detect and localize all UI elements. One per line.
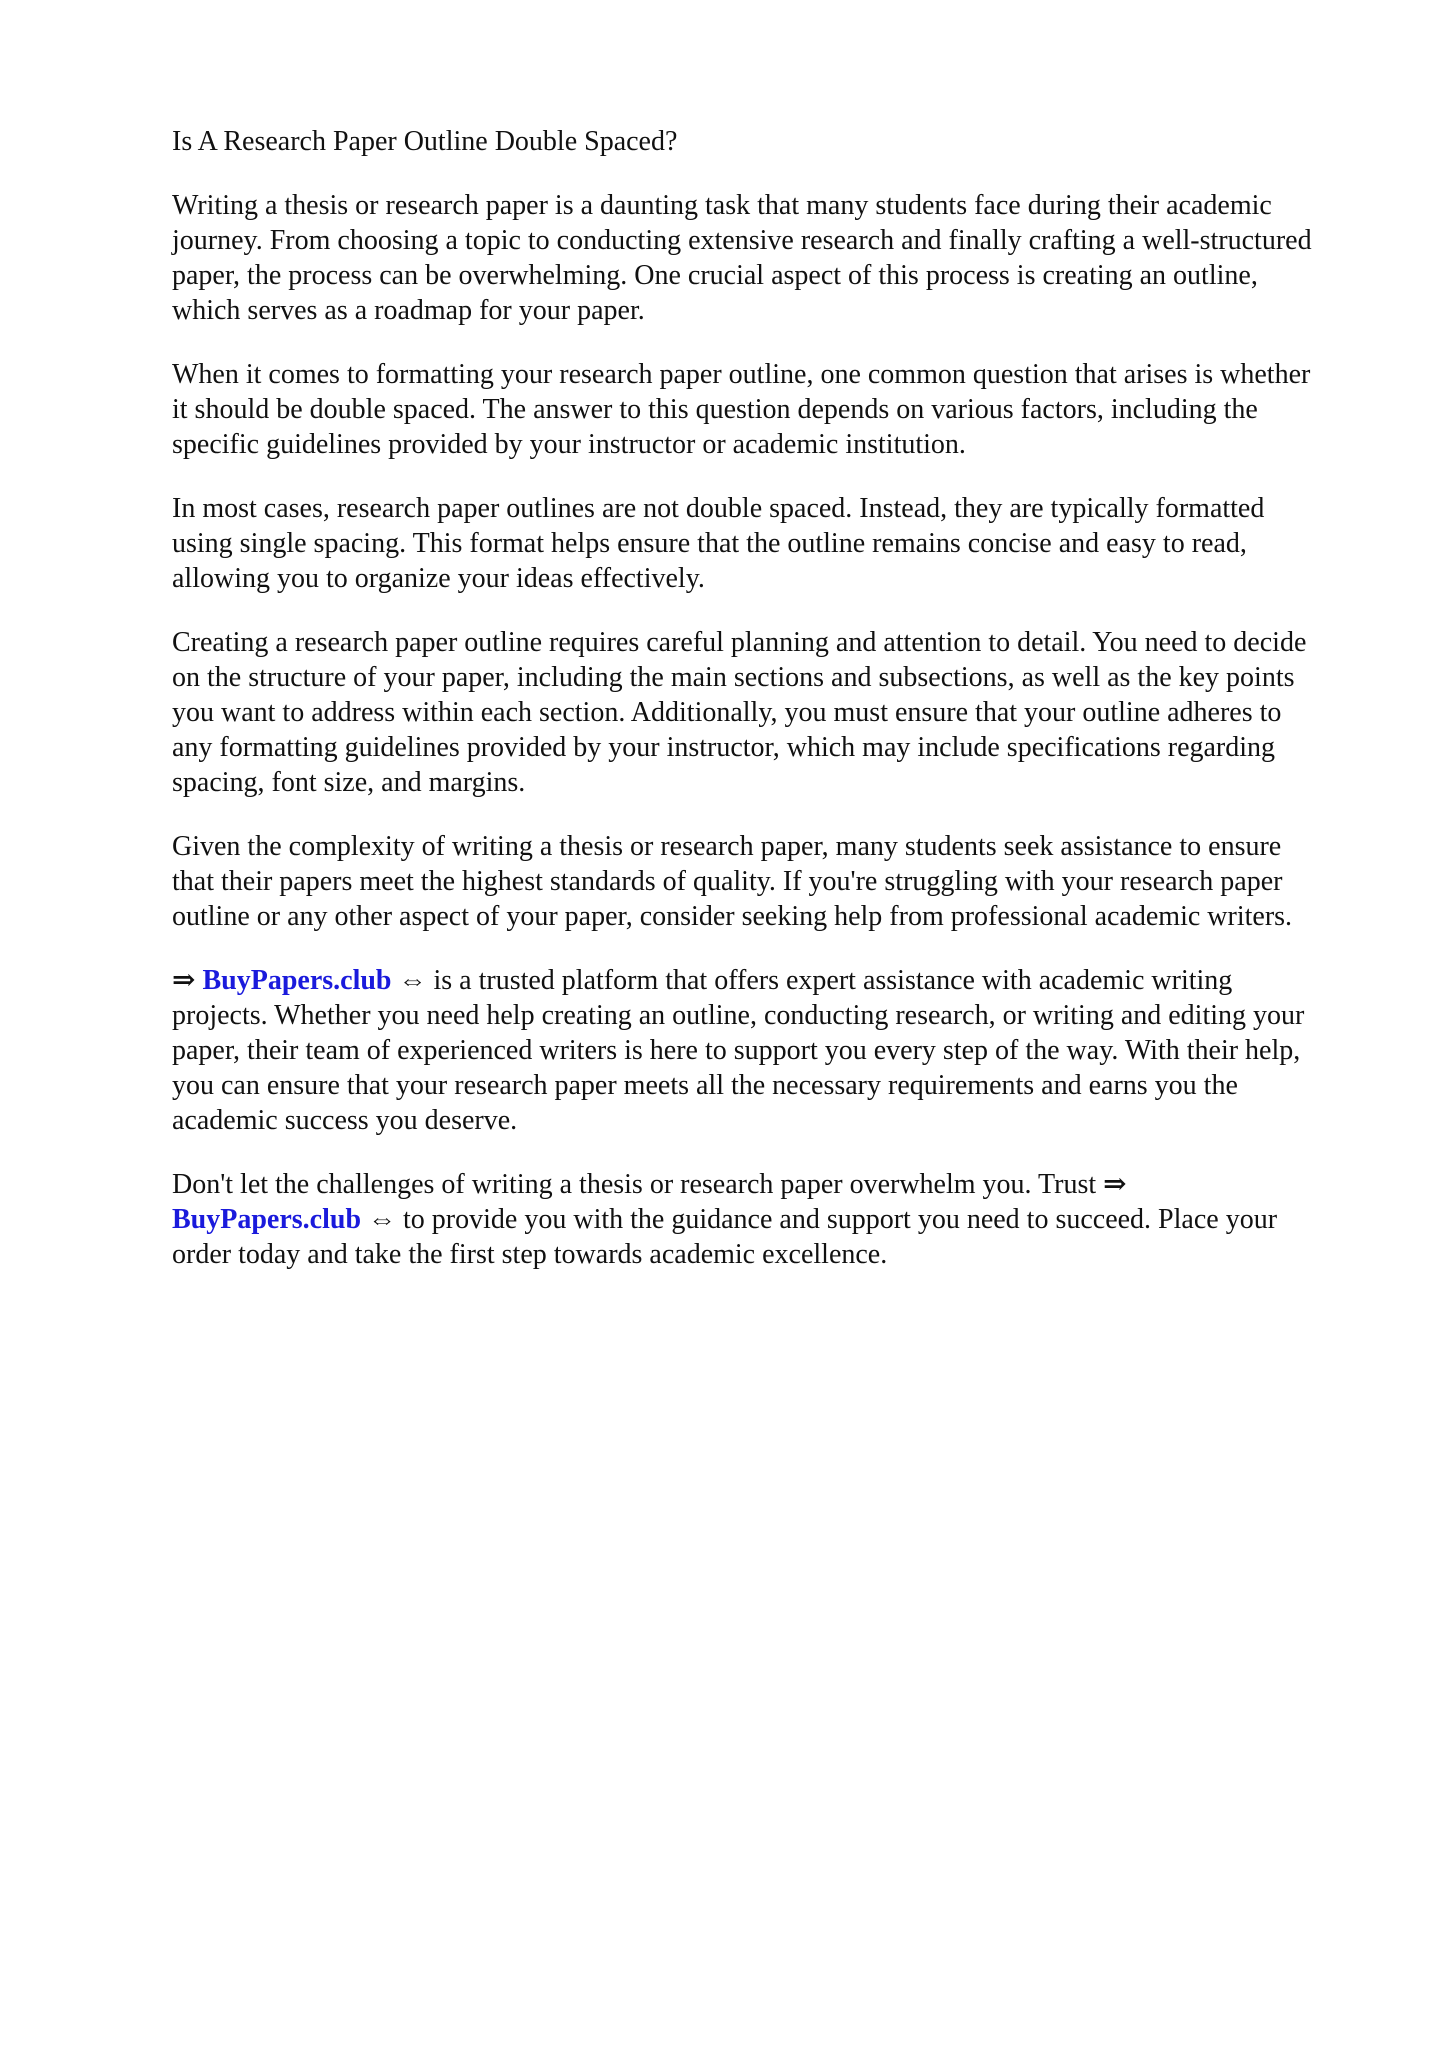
text-line [172,223,1382,258]
text-line [172,561,1382,596]
text-line [172,491,1382,526]
text-line [172,625,1382,660]
text-line [172,695,1382,730]
body-text: any formatting guidelines provided by your instructor, which may include specifications regarding [172,732,1276,763]
paragraph [172,357,1382,462]
text-line [172,357,1382,392]
body-text: In most cases, research paper outlines are not double spaced. Instead, they are typically formatted [172,493,1265,524]
body-text: to provide you with the guidance and support you need to succeed. Place your [403,1204,1278,1235]
text-line [172,526,1382,561]
paragraph [172,491,1382,596]
body-text: outline or any other aspect of your paper, consider seeking help from professional academic writers. [172,901,1293,932]
text-line [172,1237,1382,1272]
paragraph [172,963,1382,1138]
body-text: it should be double spaced. The answer to this question depends on various factors, including the [172,394,1258,425]
body-text: academic success you deserve. [172,1105,518,1136]
body-text: paper, the process can be overwhelming. One crucial aspect of this process is creating an outline, [172,260,1258,291]
body-text: journey. From choosing a topic to conducting extensive research and finally crafting a well-structured [172,225,1312,256]
body-text: you want to address within each section. Additionally, you must ensure that your outline adheres to [172,697,1282,728]
right-arrow-icon: ⇒ [1103,1169,1127,1200]
body-text: using single spacing. This format helps ensure that the outline remains concise and easy to read, [172,528,1247,559]
document-page [172,124,1382,1301]
text-line [172,899,1382,934]
double-arrow-icon: ⇔ [391,965,434,996]
body-text: allowing you to organize your ideas effectively. [172,563,705,594]
body-text: that their papers meet the highest standards of quality. If you're struggling with your research paper [172,866,1283,897]
body-text: When it comes to formatting your research paper outline, one common question that arises is whether [172,359,1311,390]
text-line [172,998,1382,1033]
paragraph [172,829,1382,934]
text-line [172,963,1382,998]
body-text: on the structure of your paper, including the main sections and subsections, as well as the key points [172,662,1295,693]
body-text: spacing, font size, and margins. [172,767,526,798]
text-line [172,1103,1382,1138]
body-text: paper, their team of experienced writers is here to support you every step of the way. With their help, [172,1035,1301,1066]
body-text: Creating a research paper outline requires careful planning and attention to detail. You need to decide [172,627,1307,658]
body-text: you can ensure that your research paper meets all the necessary requirements and earns you the [172,1070,1238,1101]
body-text: Given the complexity of writing a thesis or research paper, many students seek assistance to ensure [172,831,1282,862]
body-text: is a trusted platform that offers expert assistance with academic writing [433,965,1233,996]
body-text: Writing a thesis or research paper is a daunting task that many students face during their academic [172,190,1272,221]
text-line [172,730,1382,765]
text-line [172,829,1382,864]
buypapers-link[interactable]: BuyPapers.club [202,965,392,996]
right-arrow-icon: ⇒ [172,965,203,996]
body-text: specific guidelines provided by your instructor or academic institution. [172,429,966,460]
text-line [172,293,1382,328]
text-line [172,258,1382,293]
body-text: Don't let the challenges of writing a thesis or research paper overwhelm you. Trust [172,1169,1104,1200]
text-line [172,392,1382,427]
body-text: order today and take the first step towards academic excellence. [172,1239,888,1270]
text-line [172,427,1382,462]
text-line [172,1033,1382,1068]
body-text: which serves as a roadmap for your paper. [172,295,645,326]
document-body [172,188,1382,1272]
paragraph [172,625,1382,800]
text-line [172,1202,1382,1237]
body-text: projects. Whether you need help creating an outline, conducting research, or writing and editing your [172,1000,1305,1031]
text-line [172,1068,1382,1103]
paragraph [172,1167,1382,1272]
text-line [172,864,1382,899]
text-line [172,765,1382,800]
paragraph [172,188,1382,328]
text-line [172,1167,1382,1202]
document-title: Is A Research Paper Outline Double Spaced? [172,126,678,157]
text-line [172,188,1382,223]
text-line [172,660,1382,695]
double-arrow-icon: ⇔ [361,1204,404,1235]
buypapers-link[interactable]: BuyPapers.club [172,1204,362,1235]
